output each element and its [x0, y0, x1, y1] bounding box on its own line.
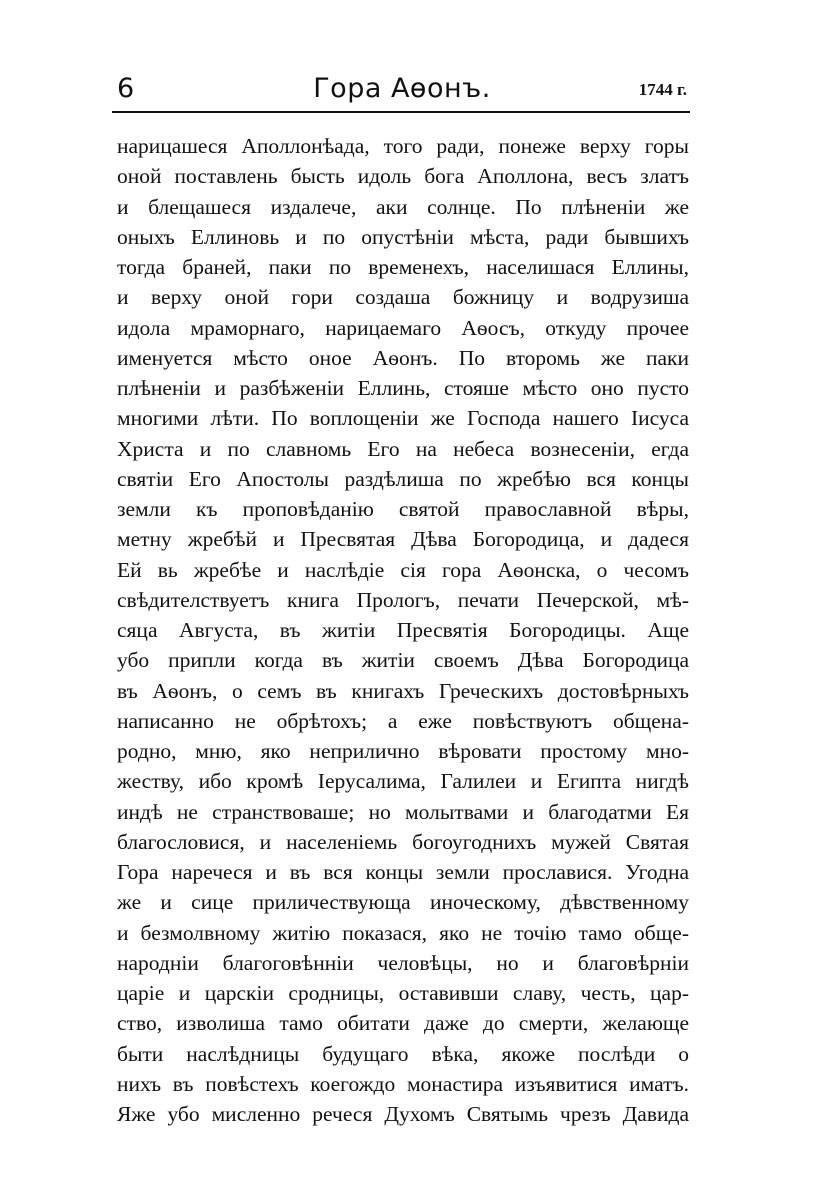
text-line: сяца Августа, въ житіи Пресвятія Богородицы. Аще	[117, 618, 689, 642]
text-line: родно, мню, яко неприлично вѣровати простому мно-	[117, 739, 689, 763]
text-line: Гора наречеся и въ вся концы земли прославися. Угодна	[117, 860, 689, 884]
text-line: метну жребѣй и Пресвятая Дѣва Богородица, и дадеся	[117, 527, 689, 552]
text-line: идола мраморнаго, нарицаемаго Аѳосъ, откуду прочее	[117, 315, 689, 340]
text-line: благословися, и населеніемь богоугоднихъ мужей Святая	[117, 829, 689, 854]
text-line: именуется мѣсто оное Аѳонъ. По второмь же паки	[117, 345, 689, 370]
text-line: плѣненіи и разбѣженіи Еллинь, стояше мѣсто оно пусто	[117, 376, 689, 400]
body-text	[117, 131, 689, 1129]
text-line: жеству, ибо кромѣ Іерусалима, Галилеи и Египта нигдѣ	[117, 769, 689, 794]
text-line: и верху оной гори создаша божницу и водрузиша	[117, 285, 689, 310]
text-line: многими лѣти. По воплощеніи же Господа нашего Іисуса	[117, 406, 689, 431]
page-header	[117, 72, 687, 112]
text-line: Христа и по славномь Его на небеса вознесеніи, егда	[117, 436, 689, 461]
text-line: тогда браней, паки по временехъ, населишася Еллины,	[117, 255, 689, 279]
text-line: царіе и царскіи сродницы, оставивши славу, честь, цар-	[117, 981, 689, 1005]
running-title: Гора Аѳонъ.	[313, 73, 491, 104]
text-line: быти наслѣдницы будущаго вѣка, якоже послѣди о	[117, 1041, 689, 1066]
text-line: народніи благоговѣнніи человѣцы, но и благовѣрніи	[117, 950, 689, 975]
text-line: оной поставлень бысть идоль бога Аполлона, весъ златъ	[117, 164, 689, 189]
text-line: нихъ въ повѣстехъ коегождо монастира изъявитися иматъ.	[117, 1071, 689, 1096]
text-line: оныхъ Еллиновь и по опустѣніи мѣста, ради бывшихъ	[117, 224, 689, 249]
text-line: же и сице приличествующа иноческому, дѣвственному	[117, 890, 689, 915]
text-line: нарицашеся Аполлонѣада, того ради, понеже верху горы	[117, 134, 689, 158]
header-rule	[112, 111, 690, 113]
text-line: въ Аѳонъ, о семъ въ книгахъ Греческихъ достовѣрныхъ	[117, 678, 689, 703]
text-line: ство, изволиша тамо обитати даже до смерти, желающе	[117, 1011, 689, 1036]
text-line: убо припли когда въ житіи своемъ Дѣва Богородица	[117, 648, 689, 673]
text-line: и блещашеся издалече, аки солнце. По плѣненіи же	[117, 194, 689, 219]
text-line: Ей вь жребѣе и наслѣдіе сія гора Аѳонска, о чесомъ	[117, 557, 689, 582]
text-line: индѣ не странствоваше; но молытвами и благодатми Ея	[117, 799, 689, 824]
text-line: написанно не обрѣтохъ; а еже повѣствуютъ общена-	[117, 708, 689, 733]
text-line: святіи Его Апостолы раздѣлиша по жребѣю вся концы	[117, 466, 689, 491]
text-line: Яже убо мисленно речеся Духомъ Святымь чрезъ Давида	[117, 1102, 689, 1126]
header-year: 1744 г.	[638, 80, 687, 99]
text-line: земли къ проповѣданію святой православной вѣры,	[117, 497, 689, 521]
page-number: 6	[117, 73, 135, 104]
text-line: и безмолвному житію показася, яко не точію тамо обще-	[117, 920, 689, 945]
text-line: свѣдителствуетъ книга Прологъ, печати Печерской, мѣ-	[117, 587, 689, 612]
